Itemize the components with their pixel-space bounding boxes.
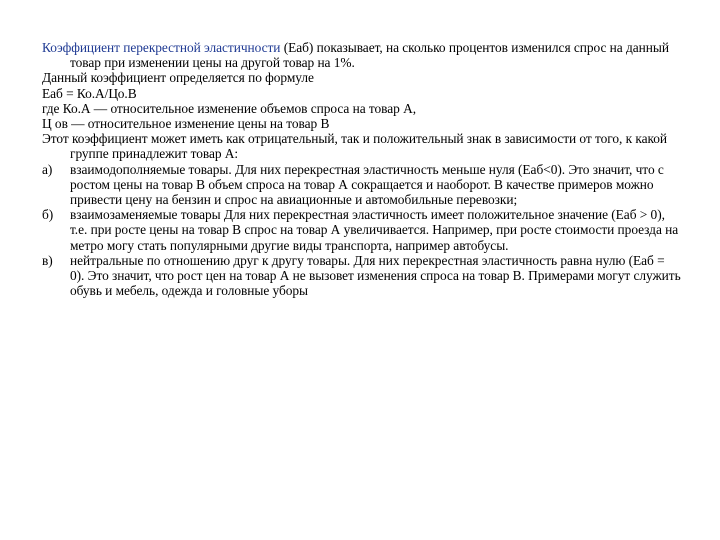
formula-definition-2: Ц ов — относительное изменение цены на товар В	[42, 116, 330, 132]
formula-intro: Данный коэффициент определяется по формуле	[42, 70, 314, 86]
term-highlight: Коэффициент перекрестной эластичности	[42, 40, 281, 55]
list-marker: б)	[42, 207, 54, 223]
definition-text: (Еаб) показывает, на сколько процентов изменился спрос на данный товар при изменении цены на другой товар на 1%.	[70, 40, 669, 71]
list-item-text: нейтральные по отношению друг к другу товары. Для них перекрестная эластичность равна нулю (Еаб = 0). Это значит, что рост цен на товар А не вызовет изменения спроса на товар В. Примерами могут служить обувь и мебель, одежда и головные уборы	[70, 252, 681, 299]
list-item-substitutes	[42, 207, 682, 253]
list-item-text: взаимозаменяемые товары Для них перекрестная эластичность имеет положительное значение (Еаб > 0), т.е. при росте цены на товар В спрос на товар А увеличивается. Например, при росте стоимости проезда на метро могу стать популярными другие виды транспорта, например автобусы.	[70, 207, 679, 253]
slide-text	[42, 40, 682, 298]
definition-paragraph	[42, 40, 682, 70]
formula: Еаб = Ко.А/Цо.В	[42, 85, 137, 101]
list-item-text: взаимодополняемые товары. Для них перекрестная эластичность меньше нуля (Еаб<0). Это значит, что с ростом цены на товар В объем спроса на товар А сокращается и наоборот. В качестве примеров можно привести цену на бензин и спрос на авиационные и автомобильные перевозки;	[70, 161, 664, 208]
list-marker: а)	[42, 161, 53, 177]
sign-paragraph: Этот коэффициент может иметь как отрицательный, так и положительный знак в зависимости от того, к какой группе принадлежит товар А:	[42, 131, 668, 162]
list-marker: в)	[42, 252, 53, 268]
formula-definition-1: где Ко.А — относительное изменение объемов спроса на товар А,	[42, 100, 417, 116]
list-item-complements	[42, 162, 682, 208]
list-item-neutral	[42, 253, 682, 299]
